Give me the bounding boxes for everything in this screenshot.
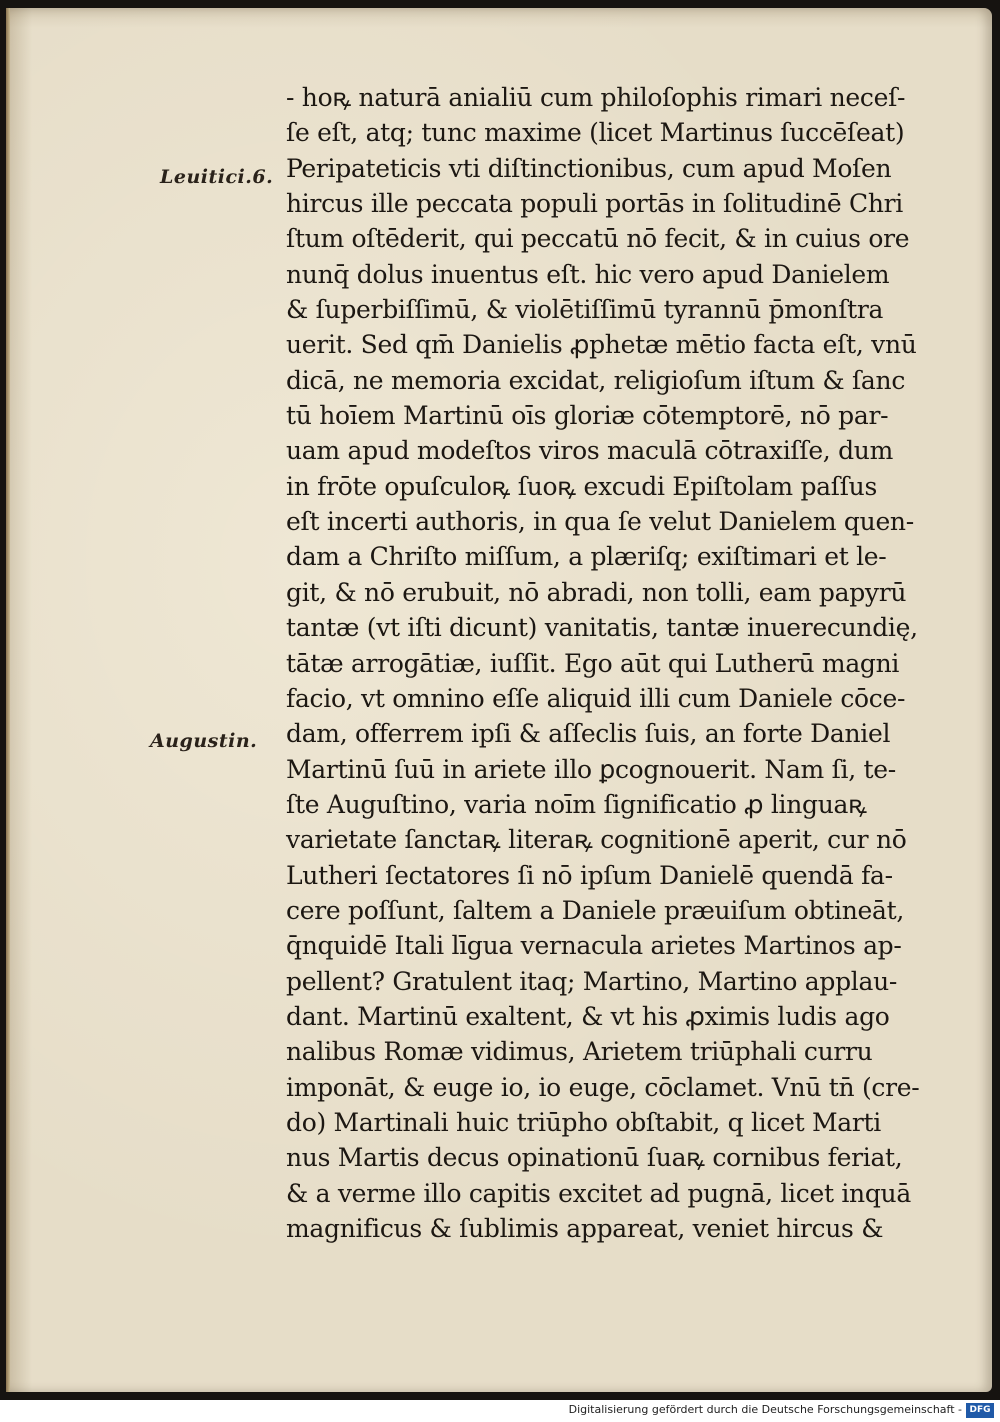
text-line: cere poſſunt, ſaltem a Daniele præuiſum obtineāt,: [286, 895, 905, 925]
text-line: dam, offerrem ipſi & aſſeclis ſuis, an forte Daniel: [286, 719, 891, 749]
marginal-note-augustin: Augustin.: [150, 730, 258, 752]
text-line: dant. Martinū exaltent, & vt his ꝓximis ludis ago: [286, 1001, 890, 1031]
text-line: magnificus & ſublimis appareat, veniet hircus &: [286, 1214, 884, 1243]
text-line: - hoꝶ naturā anialiū cum philoſophis rimari neceſ-: [286, 83, 906, 112]
text-line: tū hoīem Martinū oīs gloriæ cōtemptorē, nō par-: [286, 401, 889, 431]
text-line: nalibus Romæ vidimus, Arietem triūphali curru: [286, 1037, 873, 1067]
text-line: Lutheri ſectatores ſi nō ipſum Danielē quendā fa-: [286, 860, 893, 890]
text-line: ſe eſt, atq; tunc maxime (licet Martinus ſuccēſeat): [286, 118, 905, 148]
page-gutter: [6, 8, 10, 1392]
text-line: & ſuperbiſſimū, & violētiſſimū tyrannū p̄monſtra: [286, 295, 884, 325]
text-line: pellent? Gratulent itaq; Martino, Martino applau-: [286, 966, 898, 996]
text-line: git, & nō erubuit, nō abradi, non tolli, eam papyrū: [286, 577, 907, 607]
text-line: hircus ille peccata populi portās in ſolitudinē Chri: [286, 189, 903, 219]
text-line: imponāt, & euge io, io euge, cōclamet. Vnū tn̄ (cre-: [286, 1072, 920, 1102]
text-line: & a verme illo capitis excitet ad pugnā, licet inquā: [286, 1178, 911, 1208]
text-line: tantæ (vt iſti dicunt) vanitatis, tantæ inuerecundię,: [286, 613, 918, 643]
text-line: ſte Auguſtino, varia noīm ſignificatio ꝓ linguaꝶ: [286, 789, 867, 819]
text-line: Peripateticis vti diſtinctionibus, cum apud Moſen: [286, 153, 892, 183]
dfg-logo-icon: DFG: [966, 1403, 994, 1418]
text-line: tātæ arrogātiæ, iuſſit. Ego aūt qui Lutherū magni: [286, 648, 900, 678]
text-line: eſt incerti authoris, in qua ſe velut Danielem quen-: [286, 507, 914, 537]
text-line: in frōte opuſculoꝶ ſuoꝶ excudi Epiſtolam paſſus: [286, 471, 877, 501]
footer-credit: Digitalisierung gefördert durch die Deutsche Forschungsgemeinschaft -: [568, 1403, 962, 1416]
footer-bar: [0, 1400, 1000, 1422]
main-text-block: [286, 80, 920, 1246]
marginal-note-leviticus: Leuitici.6.: [160, 166, 274, 188]
text-line: dam a Chriſto miſſum, a plæriſq; exiſtimari et le-: [286, 542, 887, 572]
text-line: dicā, ne memoria excidat, religioſum iſtum & ſanc: [286, 365, 906, 395]
text-line: nunq̄ dolus inuentus eſt. hic vero apud Danielem: [286, 259, 890, 289]
text-line: ſtum oſtēderit, qui peccatū nō fecit, & in cuius ore: [286, 224, 910, 254]
text-line: varietate ſanctaꝶ literaꝶ cognitionē aperit, cur nō: [286, 825, 907, 855]
text-line: nus Martis decus opinationū ſuaꝶ cornibus feriat,: [286, 1143, 903, 1173]
text-line: facio, vt omnino eſſe aliquid illi cum Daniele cōce-: [286, 683, 906, 713]
text-line: Martinū ſuū in ariete illo ꝑcognouerit. Nam ſi, te-: [286, 754, 896, 784]
text-line: uerit. Sed qm̄ Danielis ꝓphetæ mētio facta eſt, vnū: [286, 330, 917, 360]
text-line: q̄nquidē Itali līgua vernacula arietes Martinos ap-: [286, 931, 902, 961]
text-line: do) Martinali huic triūpho obſtabit, q licet Marti: [286, 1107, 881, 1137]
text-line: uam apud modeſtos viros maculā cōtraxiſſe, dum: [286, 436, 894, 466]
